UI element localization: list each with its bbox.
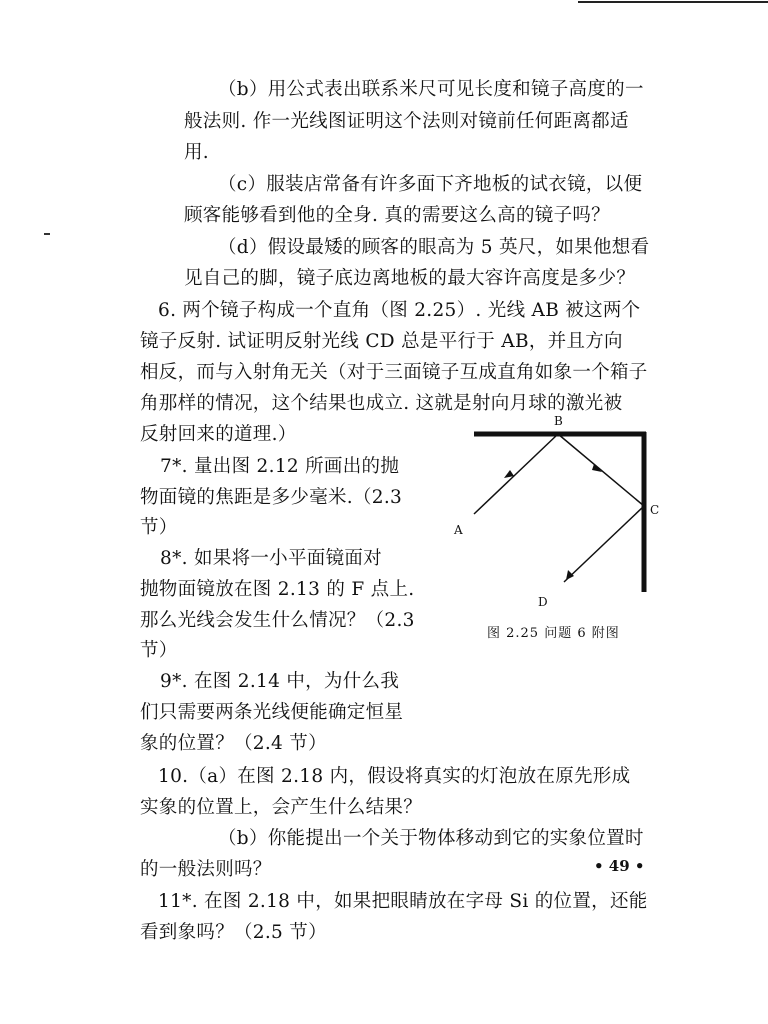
ray-ab [474, 434, 558, 514]
text-line-7: 见自己的脚，镜子底边离地板的最大容许高度是多少？ [184, 268, 636, 289]
text-line-27: 11*. 在图 2.18 中，如果把眼睛放在字母 Si 的位置，还能 [158, 891, 648, 912]
text-line-25: （b）你能提出一个关于物体移动到它的实象位置时 [218, 828, 644, 849]
text-line-17: 抛物面镜放在图 2.13 的 F 点上. [140, 579, 415, 600]
text-line-6: （d）假设最矮的顾客的眼高为 5 英尺，如果他想看 [218, 237, 650, 258]
scan-speck [44, 233, 50, 235]
text-line-11: 角那样的情况，这个结果也成立. 这就是射向月球的激光被 [140, 393, 623, 414]
text-line-26: 的一般法则吗？ [140, 859, 272, 880]
text-line-1: （b）用公式表出联系米尺可见长度和镜子高度的一 [218, 79, 644, 100]
text-line-5: 顾客能够看到他的全身. 真的需要这么高的镜子吗？ [184, 205, 610, 226]
text-line-16: 8*. 如果将一小平面镜面对 [160, 548, 382, 569]
mirror-figure [440, 410, 670, 610]
text-line-3: 用. [184, 142, 209, 163]
top-rule [578, 1, 768, 3]
text-line-18: 那么光线会发生什么情况？（2.3 [140, 610, 415, 631]
text-line-22: 象的位置？（2.4 节） [140, 733, 327, 754]
label-d: D [538, 595, 548, 609]
label-b: B [554, 414, 563, 428]
arrow-cd [566, 570, 574, 580]
text-line-12: 反射回来的道理.） [140, 424, 297, 445]
text-line-14: 物面镜的焦距是多少毫米.（2.3 [140, 487, 403, 508]
text-line-10: 相反，而与入射角无关（对于三面镜子互成直角如象一个箱子 [140, 362, 648, 383]
text-line-4: （c）服装店常备有许多面下齐地板的试衣镜，以便 [218, 174, 643, 195]
text-line-19: 节） [140, 640, 178, 661]
page-number: • 49 • [594, 857, 645, 875]
ray-cd [564, 506, 644, 582]
ray-bc [558, 434, 644, 506]
text-line-8: 6. 两个镜子构成一个直角（图 2.25）. 光线 AB 被这两个 [158, 300, 641, 321]
text-line-15: 节） [140, 517, 178, 538]
text-line-20: 9*. 在图 2.14 中，为什么我 [160, 671, 400, 692]
text-line-23: 10.（a）在图 2.18 内，假设将真实的灯泡放在原先形成 [158, 766, 631, 787]
text-line-24: 实象的位置上，会产生什么结果？ [140, 797, 423, 818]
text-line-9: 镜子反射. 试证明反射光线 CD 总是平行于 AB，并且方向 [140, 331, 623, 352]
text-line-28: 看到象吗？（2.5 节） [140, 922, 327, 943]
text-line-2: 般法则. 作一光线图证明这个法则对镜前任何距离都适 [184, 111, 629, 132]
label-a: A [454, 523, 463, 537]
label-c: C [650, 503, 660, 517]
text-line-21: 们只需要两条光线便能确定恒星 [140, 702, 404, 723]
arrow-bc [592, 464, 602, 472]
figure-caption: 图 2.25 问题 6 附图 [487, 626, 620, 641]
text-line-13: 7*. 量出图 2.12 所画出的抛 [160, 456, 400, 477]
